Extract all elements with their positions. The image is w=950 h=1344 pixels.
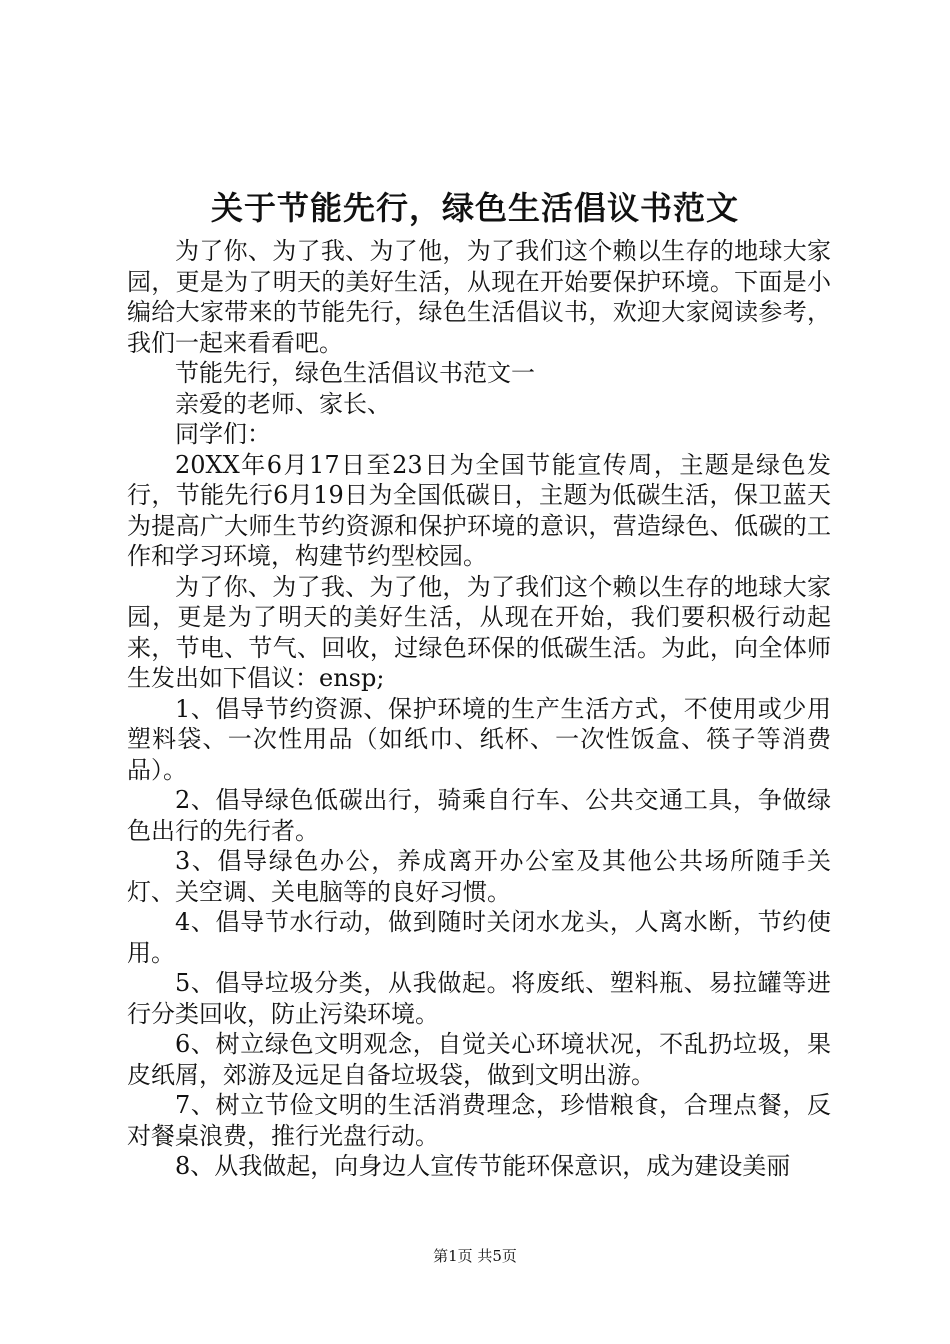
paragraph-intro: 为了你、为了我、为了他，为了我们这个赖以生存的地球大家园，更是为了明天的美好生活，从现在开始要保护环境。下面是小编给大家带来的节能先行，绿色生活倡议书，欢迎大家阅读参考，我们一起来看看吧。 — [127, 237, 831, 357]
paragraph-item-4: 4、倡导节水行动，做到随时关闭水龙头，人离水断，节约使用。 — [127, 908, 831, 967]
paragraph-item-7: 7、树立节俭文明的生活消费理念，珍惜粮食，合理点餐，反对餐桌浪费，推行光盘行动。 — [127, 1091, 831, 1150]
document-title: 关于节能先行，绿色生活倡议书范文 — [210, 189, 739, 227]
document-body — [127, 236, 831, 1182]
paragraph-item-1: 1、倡导节约资源、保护环境的生产生活方式，不使用或少用塑料袋、一次性用品（如纸巾、纸杯、一次性饭盒、筷子等消费品）。 — [127, 694, 831, 784]
paragraph-section-heading: 节能先行，绿色生活倡议书范文一 — [175, 359, 535, 387]
paragraph-context: 20XX年6月17日至23日为全国节能宣传周，主题是绿色发行，节能先行6月19日为全国低碳日，主题为低碳生活，保卫蓝天为提高广大师生节约资源和保护环境的意识，营造绿色、低碳的工作和学习环境，构建节约型校园。 — [127, 450, 831, 570]
paragraph-salutation-cont: 同学们： — [175, 420, 271, 448]
paragraph-item-5: 5、倡导垃圾分类，从我做起。将废纸、塑料瓶、易拉罐等进行分类回收，防止污染环境。 — [127, 969, 831, 1028]
paragraph-call: 为了你、为了我、为了他，为了我们这个赖以生存的地球大家园，更是为了明天的美好生活，从现在开始，我们要积极行动起来，节电、节气、回收，过绿色环保的低碳生活。为此，向全体师生发出如下倡议：ensp; — [127, 572, 831, 692]
paragraph-item-8: 8、从我做起，向身边人宣传节能环保意识，成为建设美丽 — [175, 1152, 791, 1180]
paragraph-item-2: 2、倡导绿色低碳出行，骑乘自行车、公共交通工具，争做绿色出行的先行者。 — [127, 786, 831, 845]
paragraph-item-6: 6、树立绿色文明观念，自觉关心环境状况，不乱扔垃圾，果皮纸屑，郊游及远足自备垃圾袋，做到文明出游。 — [127, 1030, 831, 1089]
paragraph-item-3: 3、倡导绿色办公，养成离开办公室及其他公共场所随手关灯、关空调、关电脑等的良好习惯。 — [127, 847, 831, 906]
paragraph-salutation: 亲爱的老师、家长、 — [175, 389, 391, 418]
page-footer: 第1页 共5页 — [433, 1247, 517, 1265]
